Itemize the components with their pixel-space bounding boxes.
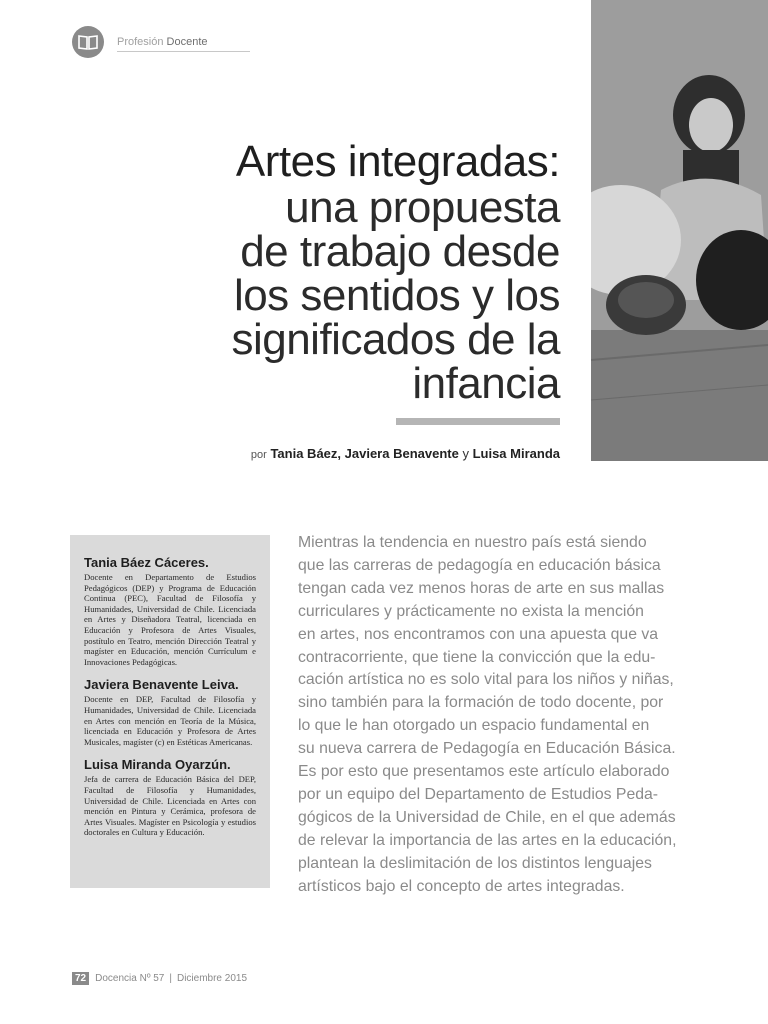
byline-author: Luisa Miranda <box>472 446 560 461</box>
page-footer <box>72 972 247 988</box>
intro-line: gógicos de la Universidad de Chile, en el que además <box>298 808 676 826</box>
title-line: significados de la <box>231 315 560 364</box>
author-bio <box>84 757 256 838</box>
author-bio-box <box>70 535 270 888</box>
intro-line: en artes, nos encontramos con una apuesta que va <box>298 625 659 643</box>
intro-line: contracorriente, que tiene la convicción que la edu- <box>298 648 656 666</box>
title-line: una propuesta <box>285 183 560 232</box>
byline-author: Tania Báez, <box>270 446 342 461</box>
author-bio <box>84 677 256 747</box>
section-label <box>117 36 208 48</box>
title-underline-bar <box>396 418 560 425</box>
article-intro <box>298 532 716 899</box>
bio-text: Docente en Departamento de Estudios Pedagógicos (DEP) y Programa de Educación Continua (PEC), Facultad de Filosofía y Humanidades, Universidad de Chile. Licenciada en Artes y Diseñadora Teatral, licenciada en Educación y Profesora de Artes Visuales, postítulo en Teatro, mención Dirección Teatral y magíster en Educación, mención Currículum e Innovaciones Pedagógicas. <box>84 572 256 667</box>
bio-text: Docente en DEP, Facultad de Filosofía y Humanidades, Universidad de Chile. Licenciada en Artes con mención en Teoría de la Música, licenciada en Educación y Profesora de Artes Musicales, magíster (c) en Estéticas Americanas. <box>84 694 256 747</box>
intro-line: de relevar la importancia de las artes en la educación, <box>298 831 677 849</box>
footer-separator: | <box>169 973 172 984</box>
intro-line: Es por esto que presentamos este artículo elaborado <box>298 763 670 781</box>
author-bio <box>84 555 256 667</box>
article-photo <box>591 0 768 461</box>
byline <box>251 446 560 461</box>
title-line: los sentidos y los <box>233 271 560 320</box>
byline-conjunction: y <box>462 446 469 461</box>
publication-date: Diciembre 2015 <box>176 973 248 984</box>
bio-text: Jefa de carrera de Educación Básica del DEP, Facultad de Filosofía y Humanidades, Universidad de Chile. Licenciada en Artes con mención en Pintura y Cerámica, profesora de Artes Visuales. Magíster en Psicología y estudios doctorales en Cultura y Educación. <box>84 774 256 838</box>
intro-line: su nueva carrera de Pedagogía en Educación Básica. <box>298 740 676 758</box>
intro-line: Mientras la tendencia en nuestro país está siendo <box>298 534 647 551</box>
page-number: 72 <box>72 972 89 985</box>
bio-name: Tania Báez Cáceres. <box>84 555 209 570</box>
intro-line: que las carreras de pedagogía en educación básica <box>298 556 661 574</box>
title-main: Artes integradas: <box>235 137 560 186</box>
byline-author: Javiera Benavente <box>344 446 459 461</box>
article-title <box>140 138 560 406</box>
title-line: de trabajo desde <box>240 227 560 276</box>
section-header <box>72 26 252 62</box>
intro-line: cación artística no es solo vital para los niños y niñas, <box>298 671 674 689</box>
byline-prefix: por <box>250 449 267 461</box>
book-icon <box>72 26 104 58</box>
intro-line: plantean la deslimitación de los distintos lenguajes <box>298 854 652 872</box>
publication-name: Docencia Nº 57 <box>95 973 165 984</box>
bio-name: Javiera Benavente Leiva. <box>84 677 239 693</box>
intro-line: sino también para la formación de todo docente, por <box>298 694 664 712</box>
intro-line: por un equipo del Departamento de Estudios Peda- <box>298 785 659 803</box>
section-prefix: Profesión <box>117 36 164 48</box>
section-name: Docente <box>166 36 208 48</box>
intro-line: artísticos bajo el concepto de artes integradas. <box>298 877 625 895</box>
section-divider <box>117 51 250 52</box>
intro-line: tengan cada vez menos horas de arte en sus mallas <box>298 579 665 597</box>
bio-name: Luisa Miranda Oyarzún. <box>84 757 231 773</box>
intro-line: lo que le han otorgado un espacio fundamental en <box>298 717 650 735</box>
intro-line: curriculares y prácticamente no exista la mención <box>298 602 644 620</box>
title-line: infancia <box>412 359 560 408</box>
